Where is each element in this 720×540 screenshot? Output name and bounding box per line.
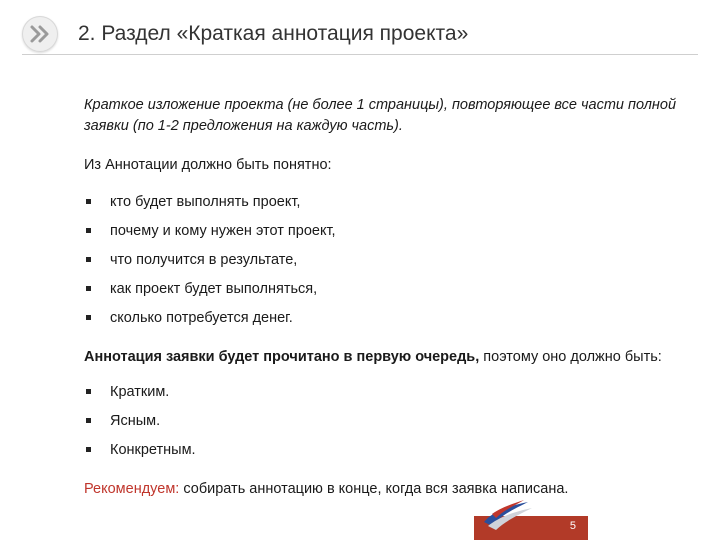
list-item: Конкретным. <box>84 440 694 469</box>
requirements-list <box>84 192 694 337</box>
swoosh-logo <box>478 492 538 532</box>
list-item: Кратким. <box>84 382 694 411</box>
bullet-square-icon <box>86 389 91 394</box>
slide-title: 2. Раздел «Краткая аннотация проекта» <box>78 22 469 45</box>
emphasis-paragraph <box>84 347 694 368</box>
list-item: почему и кому нужен этот проект, <box>84 221 694 250</box>
bullet-square-icon <box>86 286 91 291</box>
bullet-square-icon <box>86 447 91 452</box>
bullet-square-icon <box>86 418 91 423</box>
list-item: сколько потребуется денег. <box>84 308 694 337</box>
slide-body <box>84 95 694 500</box>
recommend-label: Рекомендуем: <box>84 481 180 497</box>
slide-header <box>22 16 698 55</box>
bullet-square-icon <box>86 257 91 262</box>
list-item: кто будет выполнять проект, <box>84 192 694 221</box>
page-number: 5 <box>569 520 576 532</box>
recommendation <box>84 479 694 500</box>
emphasis-rest-text: поэтому оно должно быть: <box>479 349 662 365</box>
bullet-square-icon <box>86 199 91 204</box>
list-item: Ясным. <box>84 411 694 440</box>
bullet-square-icon <box>86 228 91 233</box>
double-chevron-right-icon <box>22 16 58 52</box>
list-item: как проект будет выполняться, <box>84 279 694 308</box>
emphasis-bold-text: Аннотация заявки будет прочитано в первую очередь, <box>84 349 480 365</box>
bullet-square-icon <box>86 315 91 320</box>
qualities-list <box>84 382 694 469</box>
lead-text: Из Аннотации должно быть понятно: <box>84 157 332 173</box>
list-item: что получится в результате, <box>84 250 694 279</box>
intro-paragraph: Краткое изложение проекта (не более 1 страницы), повторяющее все части полной заявки (по 1-2 предложения на каждую часть). <box>84 97 677 134</box>
recommend-text: собирать аннотацию в конце, когда вся заявка написана. <box>179 481 569 497</box>
